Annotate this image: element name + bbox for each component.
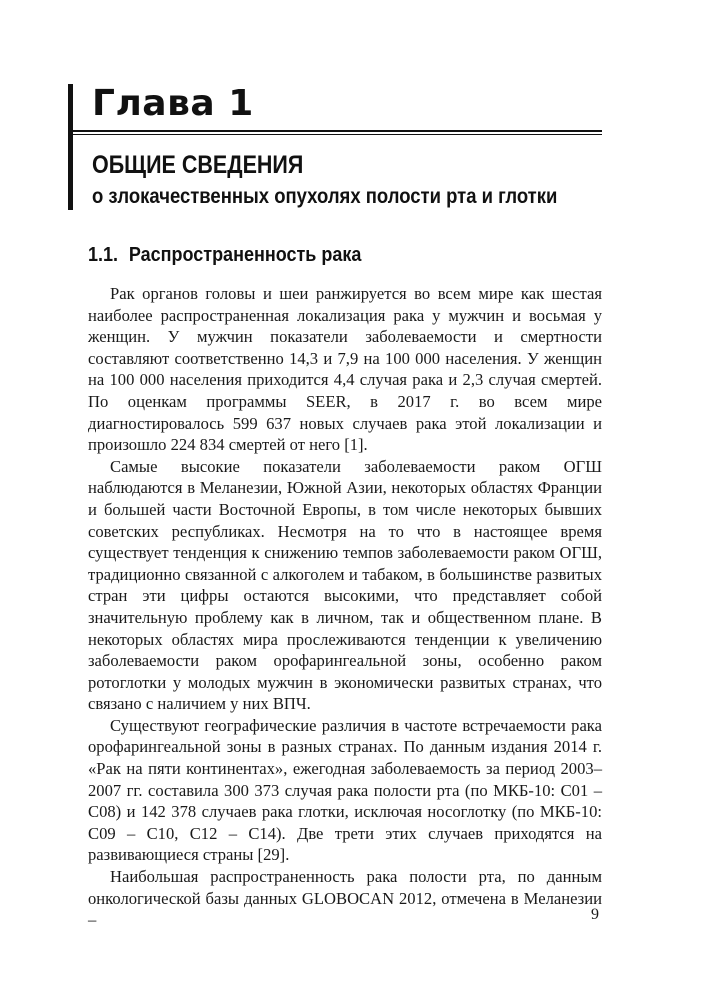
paragraph: Наибольшая распространенность рака полости рта, по данным онкологической базы данных GLOBOCAN 2012, отмечена в Меланезии –: [88, 867, 602, 930]
section-number: 1.1.: [88, 244, 119, 266]
section-heading: [88, 242, 361, 268]
chapter-title: Глава 1: [92, 83, 254, 124]
chapter-subtitle-line2: о злокачественных опухолях полости рта и глотки: [92, 185, 558, 208]
section-title: Распространенность рака: [128, 244, 362, 266]
chapter-accent-bar: [68, 84, 73, 210]
paragraph: Рак органов головы и шеи ранжируется во всем мире как шестая наиболее распространенная локализация рака у мужчин и восьмая у женщин. У мужчин показатели заболеваемости и смертности составляют соответственно 14,3 и 7,9 на 100 000 населения. У женщин на 100 000 населения приходится 4,4 случая рака и 2,3 случая смертей. По оценкам программы SEER, в 2017 г. во всем мире диагностировалось 599 637 новых случаев рака этой локализации и произошло 224 834 смертей от него [1].: [88, 284, 602, 455]
paragraph: Существуют географические различия в частоте встречаемости рака орофарингеальной зоны в разных странах. По данным издания 2014 г. «Рак на пяти континентах», ежегодная заболеваемость за период 2003–2007 гг. составила 300 373 случая рака полости рта (по МКБ-10: C01 – C08) и 142 378 случаев рака глотки, исключая носоглотку (по МКБ-10: C09 – C10, C12 – C14). Две трети этих случаев приходятся на развивающиеся страны [29].: [88, 715, 602, 865]
body-text: [88, 283, 602, 931]
paragraph: Самые высокие показатели заболеваемости раком ОГШ наблюдаются в Меланезии, Южной Азии, некоторых областях Франции и большей части Восточной Европы, в том числе некоторых бывших советских республиках. Несмотря на то что в настоящее время существует тенденция к снижению темпов заболеваемости раком ОГШ, традиционно связанной с алкоголем и табаком, в большинстве развитых стран эти цифры остаются высокими, что представляет собой значительную проблему как в личном, так и общественном плане. В некоторых областях мира прослеживаются тенденции к увеличению заболеваемости раком орофарингеальной зоны, особенно раком ротоглотки у молодых мужчин в экономически развитых странах, что связано с наличием у них ВПЧ.: [88, 456, 602, 714]
page-number: 9: [591, 906, 599, 923]
chapter-rule: [68, 130, 602, 132]
chapter-subtitle: ОБЩИЕ СВЕДЕНИЯ: [92, 151, 304, 179]
chapter-rule-thin: [68, 134, 602, 135]
